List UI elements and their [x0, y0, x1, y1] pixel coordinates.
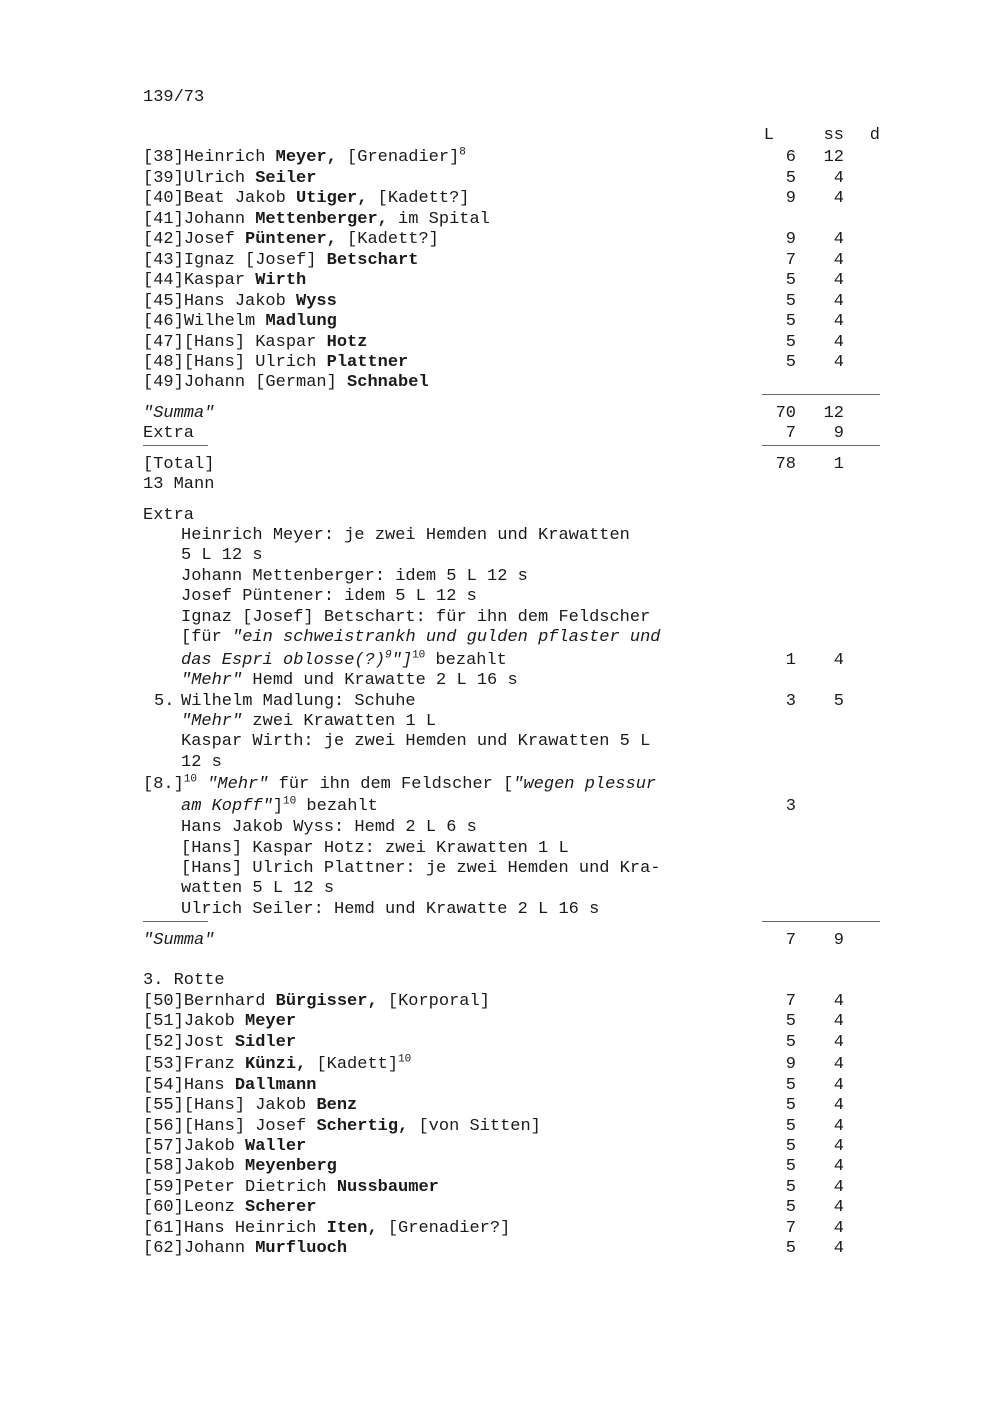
roster-amount-ss: 4: [833, 1219, 844, 1238]
roster-surname: Murfluoch: [255, 1239, 348, 1258]
roster-amount-l: 5: [785, 1033, 796, 1052]
roster-note: im Spital: [387, 210, 490, 229]
roster-given-name: Hans: [183, 1076, 235, 1095]
roster-surname: Hotz: [326, 333, 368, 352]
roster-amount-l: 5: [785, 1137, 796, 1156]
roster-index: [48]: [143, 353, 184, 372]
roster-amount-ss: 4: [833, 292, 844, 311]
roster-surname: Meyer: [245, 1012, 297, 1031]
extra-underline: [143, 445, 208, 446]
roster-amount-ss: 4: [833, 1157, 844, 1176]
roster-surname: Benz: [316, 1096, 358, 1115]
extra-line: [Hans] Kaspar Hotz: zwei Krawatten 1 L: [181, 839, 569, 858]
summa-ss: 12: [823, 404, 844, 423]
roster-index: [56]: [143, 1117, 184, 1136]
extra-line: [für "ein schweistrankh und gulden pflaster und: [181, 628, 661, 647]
extra-line: watten 5 L 12 s: [181, 879, 335, 898]
roster-surname: Nussbaumer: [336, 1178, 439, 1197]
roster-row: [143, 1055, 411, 1075]
extra-line: Ignaz [Josef] Betschart: für ihn dem Feldscher: [181, 608, 651, 627]
roster-amount-ss: 4: [833, 312, 844, 331]
summa-underline: [143, 921, 208, 922]
roster-footnote: 10: [398, 1053, 412, 1066]
roster-index: [46]: [143, 312, 184, 331]
roster-row: [143, 1198, 316, 1218]
roster-given-name: Jakob: [183, 1012, 246, 1031]
roster-row: [143, 271, 306, 291]
roster-amount-ss: 4: [833, 333, 844, 352]
roster-given-name: Johann [German]: [183, 373, 348, 392]
extra-amount-ss: 5: [833, 692, 844, 711]
roster-given-name: Ignaz [Josef]: [183, 251, 327, 270]
roster-amount-l: 5: [785, 271, 796, 290]
roster-row: [143, 1219, 510, 1239]
roster-given-name: Josef: [183, 230, 246, 249]
summa-l: 70: [775, 404, 796, 423]
roster-amount-ss: 4: [833, 1239, 844, 1258]
roster-amount-ss: 4: [833, 1198, 844, 1217]
roster-row: [143, 312, 337, 332]
roster-surname: Meyer,: [275, 148, 337, 167]
roster-amount-l: 9: [785, 189, 796, 208]
roster-given-name: [Hans] Kaspar: [183, 333, 327, 352]
roster-surname: Püntener,: [245, 230, 337, 249]
roster-index: [58]: [143, 1157, 184, 1176]
extra-heading: Extra: [143, 506, 195, 525]
roster-note: [Korporal]: [377, 992, 490, 1011]
roster-amount-ss: 4: [833, 992, 844, 1011]
roster-index: [53]: [143, 1055, 184, 1074]
roster-given-name: Jost: [183, 1033, 235, 1052]
roster-given-name: Hans Jakob: [183, 292, 297, 311]
roster-amount-l: 5: [785, 1239, 796, 1258]
roster-given-name: Heinrich: [183, 148, 276, 167]
roster-given-name: Franz: [183, 1055, 246, 1074]
roster-row: [143, 333, 367, 353]
roster-given-name: Peter Dietrich: [183, 1178, 337, 1197]
roster-given-name: Wilhelm: [183, 312, 266, 331]
roster-given-name: Kaspar: [183, 271, 256, 290]
roster-amount-l: 5: [785, 1096, 796, 1115]
roster-row: [143, 1012, 296, 1032]
roster-amount-ss: 4: [833, 1033, 844, 1052]
roster-surname: Schertig,: [316, 1117, 409, 1136]
summa2-ss: 9: [833, 931, 844, 950]
total-label: [Total]: [143, 455, 215, 474]
roster-index: [42]: [143, 230, 184, 249]
roster-amount-l: 5: [785, 1178, 796, 1197]
roster-amount-l: 5: [785, 1012, 796, 1031]
roster-surname: Mettenberger,: [255, 210, 388, 229]
extra-line: Ulrich Seiler: Hemd und Krawatte 2 L 16 s: [181, 900, 600, 919]
roster-row: [143, 189, 469, 209]
roster-index: [45]: [143, 292, 184, 311]
extra-line: Heinrich Meyer: je zwei Hemden und Krawatten: [181, 526, 630, 545]
roster-amount-ss: 12: [823, 148, 844, 167]
roster-surname: Wyss: [296, 292, 337, 311]
roster-amount-l: 5: [785, 169, 796, 188]
roster-surname: Iten,: [326, 1219, 378, 1238]
roster-amount-l: 5: [785, 333, 796, 352]
roster-amount-l: 9: [785, 1055, 796, 1074]
roster-row: [143, 210, 490, 230]
roster-note: [Kadett?]: [336, 230, 439, 249]
roster-index: [47]: [143, 333, 184, 352]
total-l: 78: [775, 455, 796, 474]
roster-index: [40]: [143, 189, 184, 208]
roster-amount-ss: 4: [833, 353, 844, 372]
roster-footnote: 8: [459, 146, 466, 159]
roster-index: [49]: [143, 373, 184, 392]
roster-row: [143, 169, 316, 189]
roster-amount-l: 5: [785, 1157, 796, 1176]
roster-amount-ss: 4: [833, 1076, 844, 1095]
roster-index: [39]: [143, 169, 184, 188]
roster-surname: Plattner: [326, 353, 409, 372]
roster-given-name: [Hans] Ulrich: [183, 353, 327, 372]
roster-row: [143, 1096, 357, 1116]
roster-given-name: Jakob: [183, 1137, 246, 1156]
total-rule: [762, 445, 880, 446]
extra-line: das Espri oblosse(?)$^9$"]$^{10}$ bezahlt: [181, 649, 507, 670]
roster-surname: Künzi,: [245, 1055, 307, 1074]
roster-index: [50]: [143, 992, 184, 1011]
roster-given-name: Jakob: [183, 1157, 246, 1176]
summa-label: "Summa": [143, 404, 215, 423]
roster-amount-ss: 4: [833, 1117, 844, 1136]
roster-surname: Sidler: [234, 1033, 297, 1052]
roster-row: [143, 1157, 337, 1177]
roster-amount-l: 9: [785, 230, 796, 249]
roster-amount-l: 5: [785, 1117, 796, 1136]
roster-amount-l: 7: [785, 1219, 796, 1238]
extra-amount-l: 1: [785, 651, 796, 670]
roster-given-name: Hans Heinrich: [183, 1219, 327, 1238]
roster-row: [143, 1076, 316, 1096]
roster-note: [von Sitten]: [408, 1117, 541, 1136]
roster-given-name: [Hans] Jakob: [183, 1096, 317, 1115]
roster-given-name: [Hans] Josef: [183, 1117, 317, 1136]
roster-surname: Madlung: [265, 312, 337, 331]
extra-line: am Kopff"]$^{10}$ bezahlt: [181, 795, 378, 816]
extra-line: "Mehr" Hemd und Krawatte 2 L 16 s: [181, 671, 518, 690]
extra-line: Johann Mettenberger: idem 5 L 12 s: [181, 567, 528, 586]
roster-amount-l: 7: [785, 992, 796, 1011]
roster-surname: Waller: [245, 1137, 307, 1156]
roster-note: [Grenadier]: [336, 148, 460, 167]
roster-row: [143, 373, 429, 393]
extra-label: Extra: [143, 424, 195, 443]
roster-amount-ss: 4: [833, 169, 844, 188]
column-header-ss: ss: [823, 126, 844, 145]
roster-amount-ss: 4: [833, 189, 844, 208]
roster-amount-ss: 4: [833, 251, 844, 270]
roster-index: [52]: [143, 1033, 184, 1052]
extra-line: "Mehr" zwei Krawatten 1 L: [181, 712, 437, 731]
column-header-l: L: [763, 126, 774, 145]
sum-rule: [762, 394, 880, 395]
column-header-d: d: [869, 126, 880, 145]
roster-index: [62]: [143, 1239, 184, 1258]
extra-amount-l: 3: [785, 692, 796, 711]
roster-index: [55]: [143, 1096, 184, 1115]
roster-row: [143, 1117, 541, 1137]
roster-index: [61]: [143, 1219, 184, 1238]
rotte-heading: 3. Rotte: [143, 971, 225, 990]
roster-surname: Schnabel: [347, 373, 429, 392]
total-ss: 1: [833, 455, 844, 474]
extra-line: 12 s: [181, 753, 222, 772]
extra-l: 7: [785, 424, 796, 443]
roster-amount-l: 5: [785, 292, 796, 311]
page-reference: 139/73: [143, 88, 205, 107]
roster-given-name: Johann: [183, 210, 256, 229]
roster-index: [59]: [143, 1178, 184, 1197]
roster-amount-l: 6: [785, 148, 796, 167]
roster-row: [143, 1137, 306, 1157]
extra-line: Josef Püntener: idem 5 L 12 s: [181, 587, 477, 606]
roster-amount-ss: 4: [833, 1012, 844, 1031]
roster-amount-l: 5: [785, 1198, 796, 1217]
roster-amount-ss: 4: [833, 1178, 844, 1197]
extra-amount-l: 3: [785, 797, 796, 816]
roster-note: [Kadett]: [306, 1055, 399, 1074]
summa2-rule: [762, 921, 880, 922]
roster-row: [143, 1033, 296, 1053]
roster-note: [Kadett?]: [367, 189, 470, 208]
roster-index: [54]: [143, 1076, 184, 1095]
extra-ss: 9: [833, 424, 844, 443]
extra-line: Hans Jakob Wyss: Hemd 2 L 6 s: [181, 818, 477, 837]
roster-amount-ss: 4: [833, 271, 844, 290]
mann-count: 13 Mann: [143, 475, 215, 494]
roster-given-name: Ulrich: [183, 169, 256, 188]
roster-row: [143, 292, 337, 312]
extra-line: Wilhelm Madlung: Schuhe: [181, 692, 416, 711]
roster-index: [38]: [143, 148, 184, 167]
roster-amount-l: 5: [785, 312, 796, 331]
summa2-label: "Summa": [143, 931, 215, 950]
roster-surname: Betschart: [326, 251, 419, 270]
roster-row: [143, 148, 466, 168]
roster-given-name: Johann: [183, 1239, 256, 1258]
roster-surname: Wirth: [255, 271, 307, 290]
roster-surname: Utiger,: [296, 189, 368, 208]
roster-index: [57]: [143, 1137, 184, 1156]
extra-amount-ss: 4: [833, 651, 844, 670]
roster-given-name: Beat Jakob: [183, 189, 297, 208]
roster-amount-ss: 4: [833, 1055, 844, 1074]
roster-given-name: Bernhard: [183, 992, 276, 1011]
roster-surname: Scherer: [245, 1198, 317, 1217]
extra-line: Kaspar Wirth: je zwei Hemden und Krawatten 5 L: [181, 732, 651, 751]
roster-index: [51]: [143, 1012, 184, 1031]
roster-amount-l: 7: [785, 251, 796, 270]
roster-amount-l: 5: [785, 1076, 796, 1095]
roster-row: [143, 992, 490, 1012]
roster-given-name: Leonz: [183, 1198, 246, 1217]
extra-line-number: 5.: [154, 692, 175, 711]
roster-amount-ss: 4: [833, 1137, 844, 1156]
roster-surname: Seiler: [255, 169, 317, 188]
extra-line: 5 L 12 s: [181, 546, 263, 565]
roster-row: [143, 1239, 347, 1259]
summa2-l: 7: [785, 931, 796, 950]
roster-index: [44]: [143, 271, 184, 290]
roster-amount-l: 5: [785, 353, 796, 372]
roster-index: [43]: [143, 251, 184, 270]
roster-row: [143, 251, 418, 271]
extra-line: $[8.]^{10}$ "Mehr" für ihn dem Feldscher ["wegen plessur: [143, 773, 657, 794]
roster-row: [143, 1178, 439, 1198]
roster-amount-ss: 4: [833, 230, 844, 249]
roster-note: [Grenadier?]: [377, 1219, 511, 1238]
roster-row: [143, 353, 408, 373]
roster-surname: Dallmann: [234, 1076, 317, 1095]
roster-surname: Bürgisser,: [275, 992, 378, 1011]
roster-row: [143, 230, 439, 250]
roster-surname: Meyenberg: [245, 1157, 337, 1176]
roster-index: [60]: [143, 1198, 184, 1217]
roster-index: [41]: [143, 210, 184, 229]
roster-amount-ss: 4: [833, 1096, 844, 1115]
extra-line: [Hans] Ulrich Plattner: je zwei Hemden und Kra-: [181, 859, 661, 878]
